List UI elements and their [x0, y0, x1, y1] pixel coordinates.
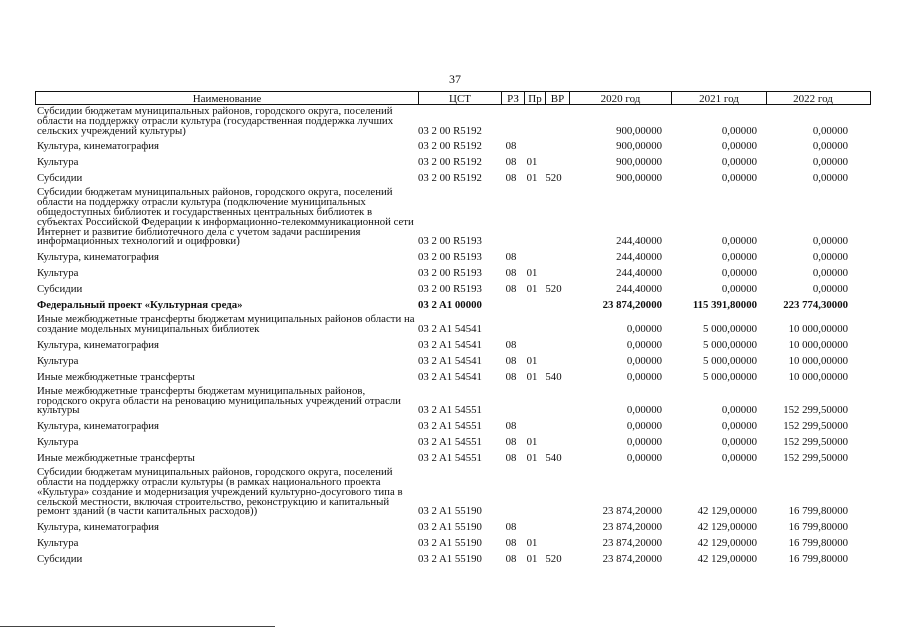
row-cst: 03 2 A1 54551 [418, 420, 482, 433]
row-rz: 08 [505, 267, 517, 280]
row-name: Культура [37, 354, 79, 367]
row-2021: 5 000,00000 [703, 322, 757, 335]
row-rz: 08 [505, 140, 517, 153]
row-rz: 08 [505, 420, 517, 433]
row-2020: 0,00000 [626, 322, 662, 335]
table-row [35, 337, 871, 353]
row-cst: 03 2 00 R5192 [418, 124, 482, 137]
row-vr: 520 [545, 283, 562, 296]
row-name: Культура, кинематография [37, 140, 159, 153]
row-name: Культура, кинематография [37, 521, 159, 534]
row-cst: 03 2 A1 00000 [418, 299, 482, 312]
row-2022: 152 299,50000 [783, 420, 848, 433]
row-name: Федеральный проект «Культурная среда» [37, 299, 243, 312]
row-name: Культура [37, 267, 79, 280]
row-pr: 01 [526, 283, 538, 296]
row-2022: 0,00000 [812, 283, 848, 296]
row-cst: 03 2 00 R5192 [418, 172, 482, 185]
row-2021: 0,00000 [721, 251, 757, 264]
table-row [35, 186, 871, 249]
row-name: Субсидии бюджетам муниципальных районов, городского округа, поселений области на поддержку отрасли культура (государственная поддержка лучших сельских учреждений культуры) [37, 105, 394, 137]
row-name: Иные межбюджетные трансферты бюджетам муниципальных районов, городского округа области на реновацию муниципальных учреждений отрасли культуры [37, 384, 401, 417]
row-2022: 16 799,80000 [788, 505, 848, 518]
row-cst: 03 2 A1 54551 [418, 436, 482, 449]
table-row [35, 170, 871, 186]
table-row [35, 369, 871, 385]
row-2022: 0,00000 [812, 267, 848, 280]
row-name: Субсидии [37, 553, 83, 566]
row-2020: 244,40000 [616, 267, 662, 280]
row-2020: 23 874,20000 [602, 537, 662, 550]
row-2022: 223 774,30000 [783, 299, 848, 312]
row-2021: 42 129,00000 [697, 521, 757, 534]
row-name: Иные межбюджетные трансферты [37, 452, 195, 465]
row-2021: 115 391,80000 [692, 299, 757, 312]
row-2021: 0,00000 [721, 235, 757, 248]
row-2021: 0,00000 [721, 156, 757, 169]
row-name: Культура [37, 537, 79, 550]
row-2020: 23 874,20000 [602, 553, 662, 566]
row-name: Культура [37, 436, 79, 449]
table-body [35, 105, 871, 567]
row-2020: 23 874,20000 [602, 521, 662, 534]
row-2021: 5 000,00000 [703, 338, 757, 351]
row-name: Культура, кинематография [37, 251, 159, 264]
table-row [35, 353, 871, 369]
row-name: Культура [37, 156, 79, 169]
row-vr: 520 [545, 553, 562, 566]
row-cst: 03 2 00 R5193 [418, 283, 482, 296]
row-name: Культура, кинематография [37, 420, 159, 433]
budget-table [35, 91, 871, 567]
row-2021: 0,00000 [721, 452, 757, 465]
row-name: Субсидии [37, 172, 83, 185]
row-2022: 152 299,50000 [783, 452, 848, 465]
table-row [35, 519, 871, 535]
table-row [35, 450, 871, 466]
row-2022: 16 799,80000 [788, 537, 848, 550]
row-cst: 03 2 00 R5192 [418, 156, 482, 169]
row-pr: 01 [526, 156, 538, 169]
row-2022: 10 000,00000 [788, 354, 848, 367]
row-2022: 0,00000 [812, 235, 848, 248]
row-2020: 244,40000 [616, 283, 662, 296]
table-row [35, 249, 871, 265]
row-cst: 03 2 00 R5193 [418, 251, 482, 264]
row-rz: 08 [505, 251, 517, 264]
table-row [35, 551, 871, 567]
row-rz: 08 [505, 370, 517, 383]
header-cst: ЦСТ [419, 92, 502, 104]
table-row [35, 418, 871, 434]
row-pr: 01 [526, 553, 538, 566]
row-2021: 5 000,00000 [703, 354, 757, 367]
row-cst: 03 2 A1 54541 [418, 354, 482, 367]
header-2022: 2022 год [793, 93, 833, 105]
row-2021: 0,00000 [721, 124, 757, 137]
table-row [35, 535, 871, 551]
row-2021: 0,00000 [721, 172, 757, 185]
row-2022: 10 000,00000 [788, 322, 848, 335]
header-2020: 2020 год [570, 92, 672, 104]
row-vr: 540 [545, 370, 562, 383]
row-rz: 08 [505, 354, 517, 367]
row-2021: 0,00000 [721, 404, 757, 417]
row-name: Культура, кинематография [37, 338, 159, 351]
row-name: Субсидии бюджетам муниципальных районов, городского округа, поселений области на поддержку отрасли культура (подключение муниципальных общедоступных библиотек и государственных центральных библиотек в субъектах Российской Федерации к информационно-телекоммуникационной сети Интернет и развитие библиотечного дела с учетом задачи расширения информационных технологий и оцифровки) [37, 186, 414, 248]
row-pr: 01 [526, 354, 538, 367]
table-row [35, 434, 871, 450]
header-2021: 2021 год [672, 92, 767, 104]
row-2022: 0,00000 [812, 124, 848, 137]
header-vr: ВР [546, 92, 570, 104]
row-pr: 01 [526, 537, 538, 550]
row-name: Субсидии [37, 283, 83, 296]
row-rz: 08 [505, 521, 517, 534]
row-rz: 08 [505, 156, 517, 169]
footer-rule [0, 626, 275, 627]
row-2021: 0,00000 [721, 283, 757, 296]
row-cst: 03 2 A1 54551 [418, 452, 482, 465]
row-2022: 16 799,80000 [788, 553, 848, 566]
row-pr: 01 [526, 267, 538, 280]
row-name: Иные межбюджетные трансферты бюджетам муниципальных районов области на создание модельных муниципальных библиотек [37, 313, 415, 335]
row-vr: 540 [545, 452, 562, 465]
row-2020: 0,00000 [626, 338, 662, 351]
table-row [35, 385, 871, 418]
row-cst: 03 2 00 R5192 [418, 140, 482, 153]
header-name: Наименование [36, 92, 419, 104]
table-header [35, 91, 871, 105]
row-2022: 152 299,50000 [783, 436, 848, 449]
row-2021: 0,00000 [721, 420, 757, 433]
row-2020: 0,00000 [626, 420, 662, 433]
row-pr: 01 [526, 436, 538, 449]
row-2020: 900,00000 [616, 124, 662, 137]
header-rz: РЗ [502, 92, 525, 104]
table-row [35, 281, 871, 297]
row-2022: 0,00000 [812, 251, 848, 264]
row-2020: 244,40000 [616, 235, 662, 248]
row-rz: 08 [505, 553, 517, 566]
row-2022: 152 299,50000 [783, 404, 848, 417]
row-cst: 03 2 A1 55190 [418, 521, 482, 534]
row-2020: 0,00000 [626, 436, 662, 449]
row-pr: 01 [526, 370, 538, 383]
page-number: 37 [449, 72, 461, 86]
row-2020: 900,00000 [616, 140, 662, 153]
table-row [35, 138, 871, 154]
row-cst: 03 2 A1 54551 [418, 404, 482, 417]
row-pr: 01 [526, 452, 538, 465]
row-pr: 01 [526, 172, 538, 185]
row-2022: 0,00000 [812, 172, 848, 185]
row-2022: 10 000,00000 [788, 370, 848, 383]
row-cst: 03 2 A1 55190 [418, 553, 482, 566]
row-2021: 0,00000 [721, 140, 757, 153]
row-rz: 08 [505, 172, 517, 185]
row-rz: 08 [505, 436, 517, 449]
row-2020: 0,00000 [626, 452, 662, 465]
row-2021: 42 129,00000 [697, 505, 757, 518]
row-2021: 42 129,00000 [697, 553, 757, 566]
row-2020: 0,00000 [626, 354, 662, 367]
row-2021: 0,00000 [721, 267, 757, 280]
row-2022: 0,00000 [812, 140, 848, 153]
row-2020: 244,40000 [616, 251, 662, 264]
row-rz: 08 [505, 283, 517, 296]
table-row [35, 466, 871, 519]
row-cst: 03 2 A1 54541 [418, 370, 482, 383]
row-2022: 0,00000 [812, 156, 848, 169]
table-row [35, 105, 871, 138]
row-rz: 08 [505, 537, 517, 550]
row-vr: 520 [545, 172, 562, 185]
row-cst: 03 2 00 R5193 [418, 235, 482, 248]
row-2020: 900,00000 [616, 172, 662, 185]
row-cst: 03 2 A1 54541 [418, 322, 482, 335]
table-row [35, 313, 871, 337]
row-cst: 03 2 A1 55190 [418, 505, 482, 518]
table-row-section [35, 297, 871, 313]
row-cst: 03 2 A1 55190 [418, 537, 482, 550]
row-2020: 0,00000 [626, 370, 662, 383]
row-rz: 08 [505, 452, 517, 465]
row-2020: 23 874,20000 [602, 299, 662, 312]
row-2022: 10 000,00000 [788, 338, 848, 351]
table-row [35, 154, 871, 170]
row-name: Иные межбюджетные трансферты [37, 370, 195, 383]
row-cst: 03 2 A1 54541 [418, 338, 482, 351]
row-2021: 5 000,00000 [703, 370, 757, 383]
row-2020: 23 874,20000 [602, 505, 662, 518]
row-2020: 0,00000 [626, 404, 662, 417]
row-rz: 08 [505, 338, 517, 351]
table-row [35, 265, 871, 281]
row-cst: 03 2 00 R5193 [418, 267, 482, 280]
row-2021: 42 129,00000 [697, 537, 757, 550]
row-name: Субсидии бюджетам муниципальных районов, городского округа, поселений области на поддержку отрасли культуры (в рамках национального проекта «Культура» создание и модернизация учреждений культурно-досугового типа в сельской местности, включая строительство, реконструкцию и капитальный ремонт зданий (в части капитальных расходов)) [37, 466, 403, 518]
row-2022: 16 799,80000 [788, 521, 848, 534]
header-pr: Пр [525, 92, 546, 104]
row-2020: 900,00000 [616, 156, 662, 169]
row-2021: 0,00000 [721, 436, 757, 449]
